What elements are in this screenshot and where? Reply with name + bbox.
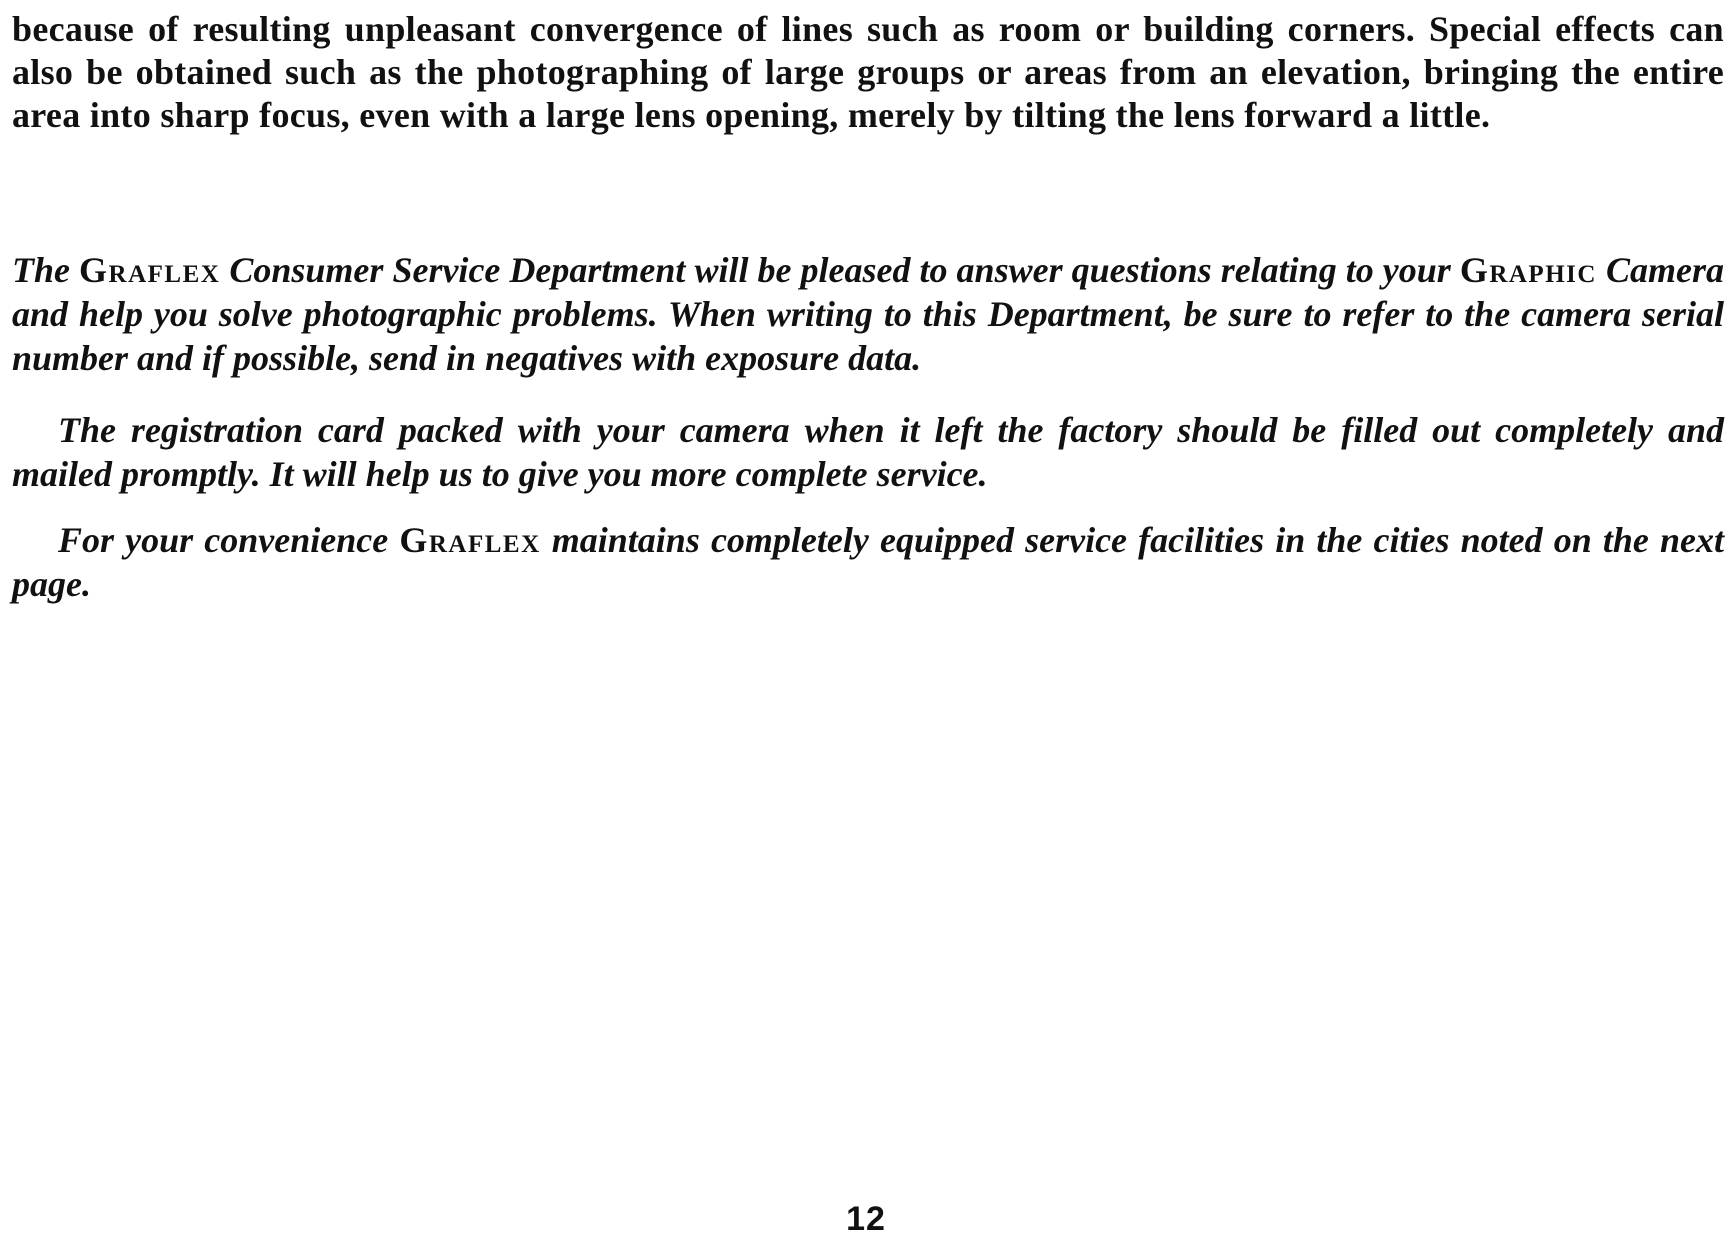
brand-name-graflex: Graflex [79, 250, 221, 290]
paragraph-registration-card: The registration card packed with your camera when it left the factory should be filled out completely and mailed promptly. It will help us to give you more complete service. [12, 410, 1724, 494]
page-number: 12 [846, 1200, 886, 1238]
text-segment: For your convenience [58, 520, 400, 560]
paragraph-lens-tilt: because of resulting unpleasant convergence of lines such as room or building corners. Special effects can also be obtained such as the photographing of large groups or areas from an elevation, bringing the entire area into sharp focus, even with a large lens opening, merely by tilting the lens forward a little. [12, 9, 1724, 135]
text-segment: Consumer Service Department will be pleased to answer questions relating to your [220, 250, 1460, 290]
text-segment: Camera and help you solve photographic problems. When writing to this Department, be sure to refer to the camera serial number and if possible, send in negatives with exposure data. [12, 250, 1724, 378]
brand-name-graphic: Graphic [1459, 250, 1597, 290]
text-segment: maintains completely equipped service facilities in the cities noted on the next page. [12, 520, 1725, 604]
paragraph-service-facilities [12, 518, 1724, 606]
brand-name-graflex: Graflex [399, 520, 541, 560]
text-segment: The [12, 250, 80, 290]
paragraph-consumer-service [12, 248, 1724, 380]
